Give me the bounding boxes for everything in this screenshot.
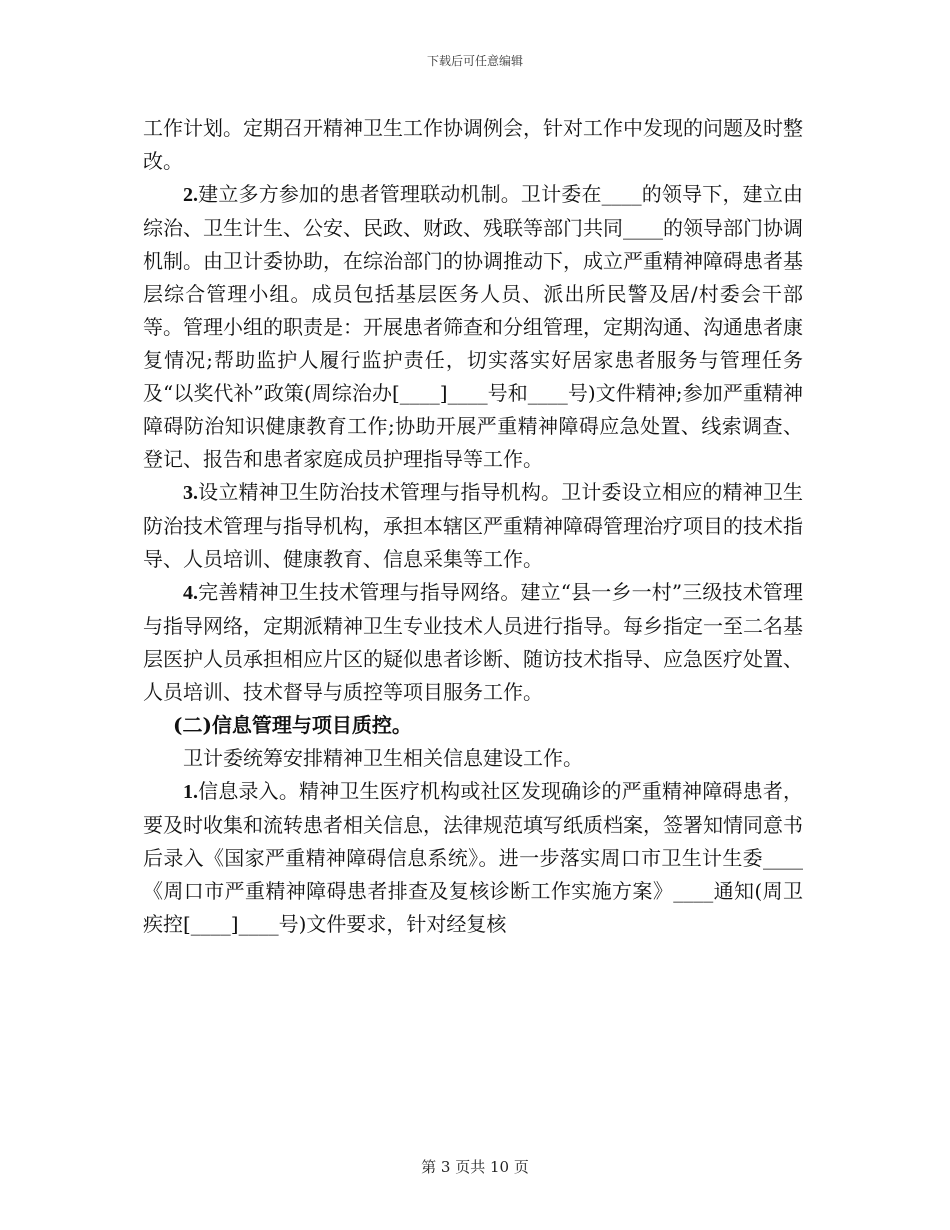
paragraph-item-2 bbox=[143, 178, 803, 476]
paragraph-text: 完善精神卫生技术管理与指导网络。建立“县一乡一村”三级技术管理与指导网络，定期派精神卫生专业技术人员进行指导。每乡指定一至二名基层医护人员承担相应片区的疑似患者诊断、随访技术指导、应急医疗处置、人员培训、技术督导与质控等项目服务工作。 bbox=[143, 580, 803, 704]
paragraph-continuation: 工作计划。定期召开精神卫生工作协调例会，针对工作中发现的问题及时整改。 bbox=[143, 116, 803, 173]
paragraph-intro: 卫计委统筹安排精神卫生相关信息建设工作。 bbox=[183, 746, 583, 770]
section-heading: (二)信息管理与项目质控。 bbox=[173, 713, 412, 737]
paragraph-text: 信息录入。精神卫生医疗机构或社区发现确诊的严重精神障碍患者，要及时收集和流转患者相关信息，法律规范填写纸质档案，签署知情同意书后录入《国家严重精神障碍信息系统》。进一步落实周口市卫生计生委____《周口市严重精神障碍患者排查及复核诊断工作实施方案》____通知(周卫疾控[____]____号)文件要求，针对经复核 bbox=[143, 779, 803, 936]
paragraph-text: 设立精神卫生防治技术管理与指导机构。卫计委设立相应的精神卫生防治技术管理与指导机构，承担本辖区严重精神障碍管理治疗项目的技术指导、人员培训、健康教育、信息采集等工作。 bbox=[143, 480, 803, 571]
paragraph-item-4 bbox=[143, 576, 803, 709]
item-number: 2. bbox=[183, 184, 198, 206]
page-footer: 第 3 页共 10 页 bbox=[421, 1158, 529, 1176]
paragraph-item-3 bbox=[143, 476, 803, 576]
item-number: 4. bbox=[183, 582, 198, 604]
document-body bbox=[143, 112, 803, 941]
paragraph-text: 建立多方参加的患者管理联动机制。卫计委在____的领导下，建立由综治、卫生计生、公安、民政、财政、残联等部门共同____的领导部门协调机制。由卫计委协助，在综治部门的协调推动下，成立严重精神障碍患者基层综合管理小组。成员包括基层医务人员、派出所民警及居/村委会干部等。管理小组的职责是：开展患者筛查和分组管理，定期沟通、沟通患者康复情况;帮助监护人履行监护责任，切实落实好居家患者服务与管理任务及“以奖代补”政策(周综治办[____]____号和____号)文件精神;参加严重精神障碍防治知识健康教育工作;协助开展严重精神障碍应急处置、线索调查、登记、报告和患者家庭成员护理指导等工作。 bbox=[143, 182, 803, 471]
paragraph-item-1 bbox=[143, 775, 803, 941]
page-header: 下载后可任意编辑 bbox=[426, 54, 523, 68]
item-number: 3. bbox=[183, 482, 198, 504]
item-number: 1. bbox=[183, 781, 198, 803]
